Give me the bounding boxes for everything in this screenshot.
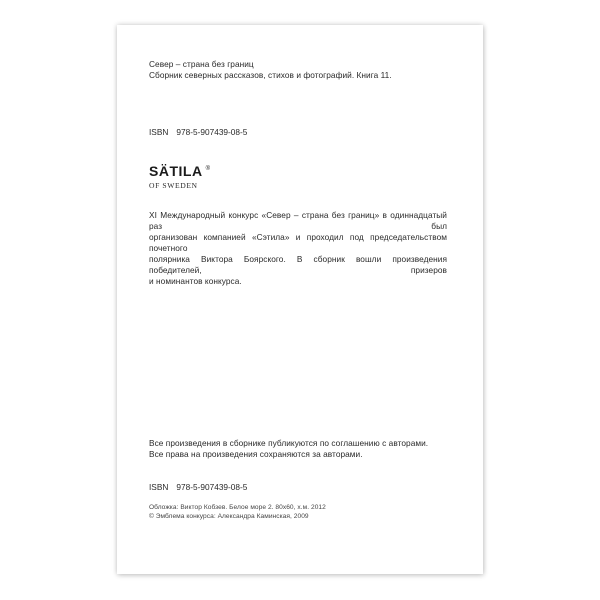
cover-credit: Обложка: Виктор Кобзев. Белое море 2. 80х60, х.м. 2012 [149,504,326,511]
satila-logo [149,163,239,191]
book-title-block [149,59,392,81]
logo-main-text: SÄTILA [149,163,203,179]
rights-line: Все произведения в сборнике публикуются по соглашению с авторами. [149,438,429,448]
description-paragraph [149,210,447,287]
isbn-bottom [149,482,247,492]
rights-notice [149,438,428,460]
book-page [117,25,483,574]
emblem-credit: © Эмблема конкурса: Александра Каминская, 2009 [149,513,309,520]
paragraph-line: организован компанией «Сэтила» и проходил под председательством почетного [149,232,447,253]
paragraph-line: XI Международный конкурс «Север – страна без границ» в одиннадцатый раз был [149,210,447,231]
book-subtitle: Сборник северных рассказов, стихов и фотографий. Книга 11. [149,70,392,80]
book-title: Север – страна без границ [149,59,254,69]
rights-line: Все права на произведения сохраняются за авторами. [149,449,363,459]
isbn-label: ISBN [149,482,169,492]
credits [149,503,326,521]
isbn-number: 978-5-907439-08-5 [176,127,248,137]
isbn-number: 978-5-907439-08-5 [176,482,248,492]
isbn-label: ISBN [149,127,169,137]
logo-wordmark [149,163,211,179]
registered-mark: ® [205,166,211,172]
paragraph-line: и номинантов конкурса. [149,276,242,286]
logo-subtitle: OF SWEDEN [149,181,198,190]
paragraph-line: полярника Виктора Боярского. В сборник вошли произведения победителей, призеров [149,254,447,275]
isbn-top [149,127,247,137]
